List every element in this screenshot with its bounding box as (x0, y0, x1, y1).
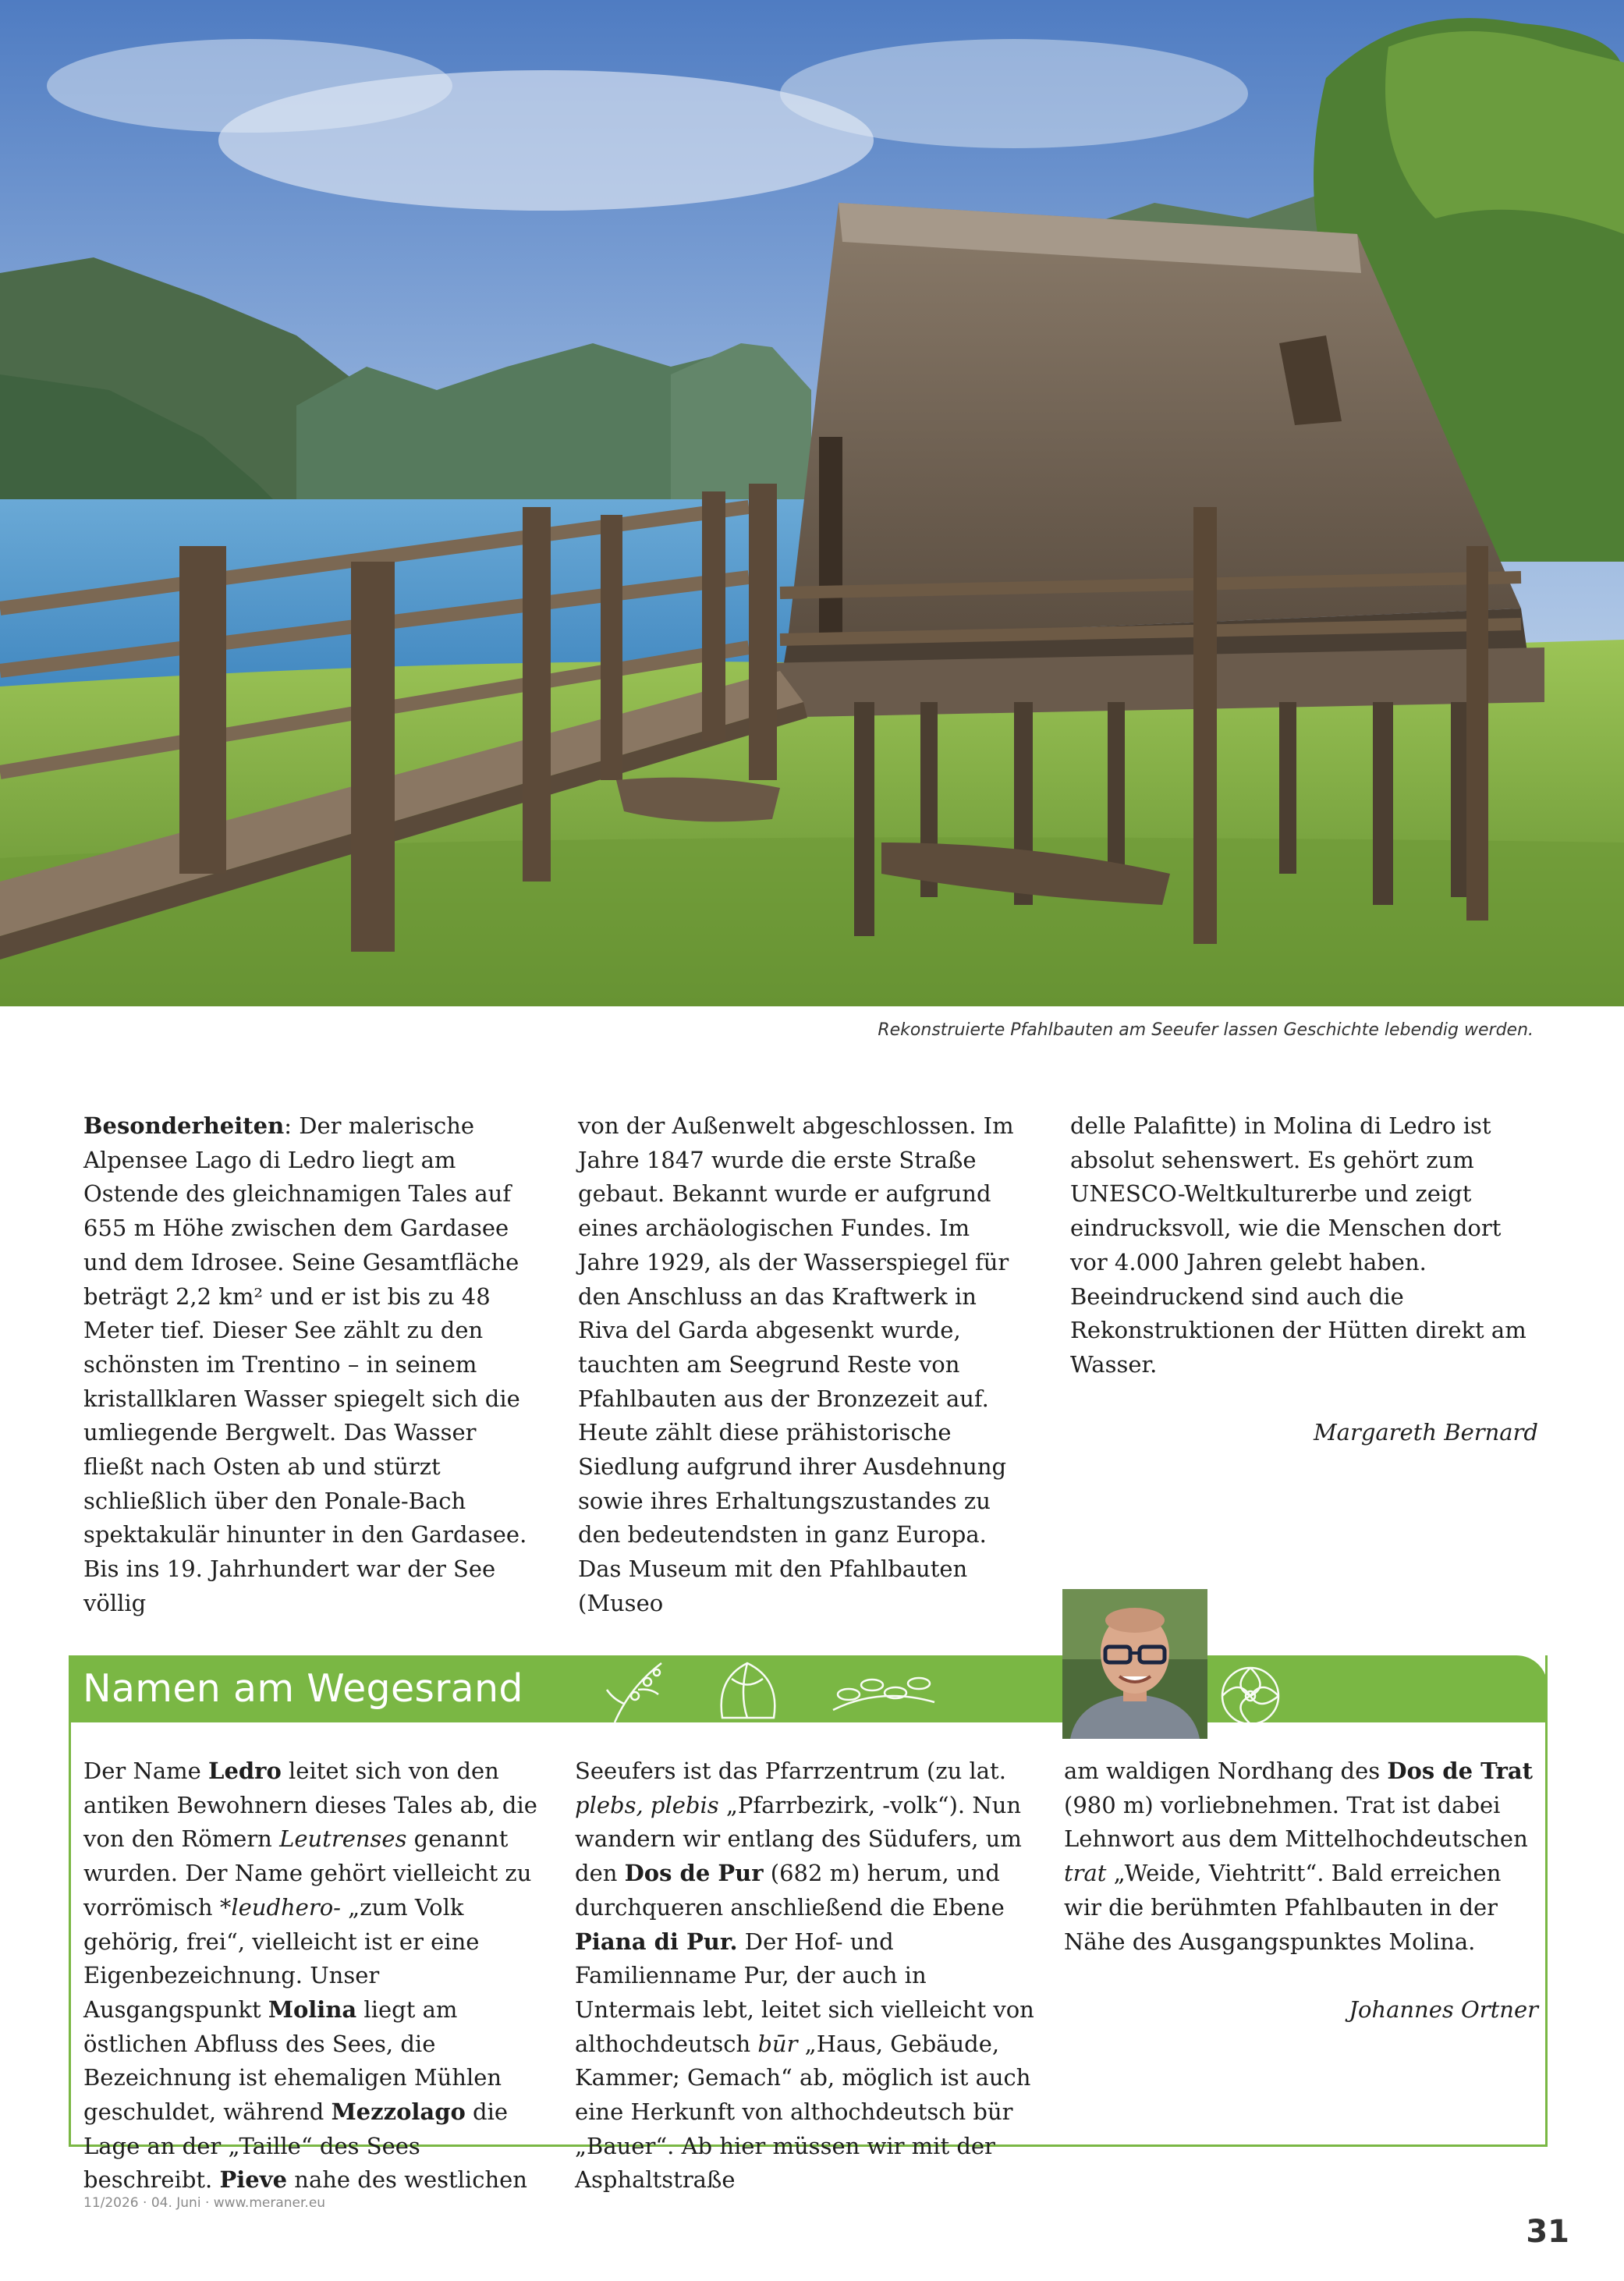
lake-stilt-house-photo (0, 0, 1624, 1006)
lead-word: Besonderheiten (83, 1112, 285, 1139)
article-paragraph: Besonderheiten: Der malerische Alpensee Lago di Ledro liegt am Ostende des gleichnamigen Tales auf 655 m Höhe zwischen dem Gardasee und dem Idrosee. Seine Gesamtfläche beträgt 2,2 km² und er ist bis zu 48 Meter tief. Dieser See zählt zu den schönsten im Trentino – in seinem kristallklaren Wasser spiegelt sich die umliegende Bergwelt. Das Wasser fließt nach Osten ab und stürzt schließlich über den Ponale-Bach spektakulär hinunter in den Gardasee. (83, 1112, 527, 1548)
article-column-2 (578, 1109, 1030, 1621)
article-author: Margareth Bernard (1313, 1419, 1538, 1446)
photo-caption: Rekonstruierte Pfahlbauten am Seeufer lassen Geschichte lebendig werden. (878, 1020, 1534, 1040)
article-paragraph: delle Palafitte) in Molina di Ledro ist absolut sehenswert. Es gehört zum UNESCO-Weltkulturerbe und zeigt eindrucksvoll, wie die Menschen dort vor 4.000 Jahren gelebt haben. Beeindruckend sind auch die Rekonstruktionen der Hütten direkt am Wasser. (1070, 1112, 1526, 1378)
info-box-header (69, 1655, 1548, 1722)
info-box-title: Namen am Wegesrand (83, 1666, 523, 1711)
box-column-1 (83, 1754, 551, 2198)
article-column-3 (1070, 1109, 1538, 1450)
page-number: 31 (1526, 2214, 1569, 2250)
box-paragraph: am waldigen Nordhang des Dos de Trat (980 m) vorliebnehmen. Trat ist dabei Lehnwort aus dem Mittelhochdeutschen trat „Weide, Viehtritt“. Bald erreichen wir die berühmten Pfahlbauten in der Nähe des Ausgangspunktes Molina. (1064, 1758, 1534, 1955)
article-column-1 (83, 1109, 534, 1621)
article-paragraph: von der Außenwelt abgeschlossen. Im Jahre 1847 wurde die erste Straße gebaut. Bekannt wurde er aufgrund eines archäologischen Fundes. Im Jahre 1929, als der Wasserspiegel für den Anschluss an das Kraftwerk in Riva del Garda abgesenkt wurde, tauchten am Seegrund Reste von Pfahlbauten aus der Bronzezeit auf. Heute zählt diese prähistorische Siedlung aufgrund ihrer Ausdehnung sowie ihres Erhaltungszustandes zu den bedeutendsten in ganz Europa. (578, 1112, 1014, 1548)
box-paragraph: Der Name Ledro leitet sich von den antiken Bewohnern dieses Tales ab, die von den Römern Leutrenses genannt wurden. Der Name gehört vielleicht zu vorrömisch *leudhero- „zum Volk gehörig, frei“, vielleicht ist er eine Eigenbezeichnung. Unser Ausgangspunkt Molina liegt am östlichen Abfluss des Sees, die Bezeichnung ist ehemaligen Mühlen geschuldet, während Mezzolago die Lage an der „Taille“ des Sees beschreibt. Pieve nahe des westlichen (83, 1758, 537, 2194)
box-author: Johannes Ortner (1349, 1995, 1538, 2023)
box-column-3 (1064, 1754, 1538, 2027)
article-paragraph: Bis ins 19. Jahrhundert war der See völlig (83, 1556, 496, 1616)
spacer (1070, 1382, 1538, 1417)
spacer (1064, 1959, 1538, 1993)
author-portrait (1062, 1589, 1207, 1739)
footer-issue: 11/2026 · 04. Juni · www.meraner.eu (83, 2195, 326, 2211)
box-column-2 (575, 1754, 1052, 2198)
article-paragraph: Das Museum mit den Pfahlbauten (Museo (578, 1556, 968, 1616)
box-paragraph: Seeufers ist das Pfarrzentrum (zu lat. plebs, plebis „Pfarrbezirk, -volk“). Nun wandern wir entlang des Südufers, um den Dos de Pur (682 m) herum, und durchqueren anschließend die Ebene Piana di Pur. Der Hof- und Familienname Pur, der auch in Untermais lebt, leitet sich vielleicht von althochdeutsch būr „Haus, Gebäude, Kammer; Gemach“ ab, möglich ist auch eine Herkunft von althochdeutsch bür „Bauer“. Ab hier müssen wir mit der Asphaltstraße (575, 1758, 1034, 2194)
